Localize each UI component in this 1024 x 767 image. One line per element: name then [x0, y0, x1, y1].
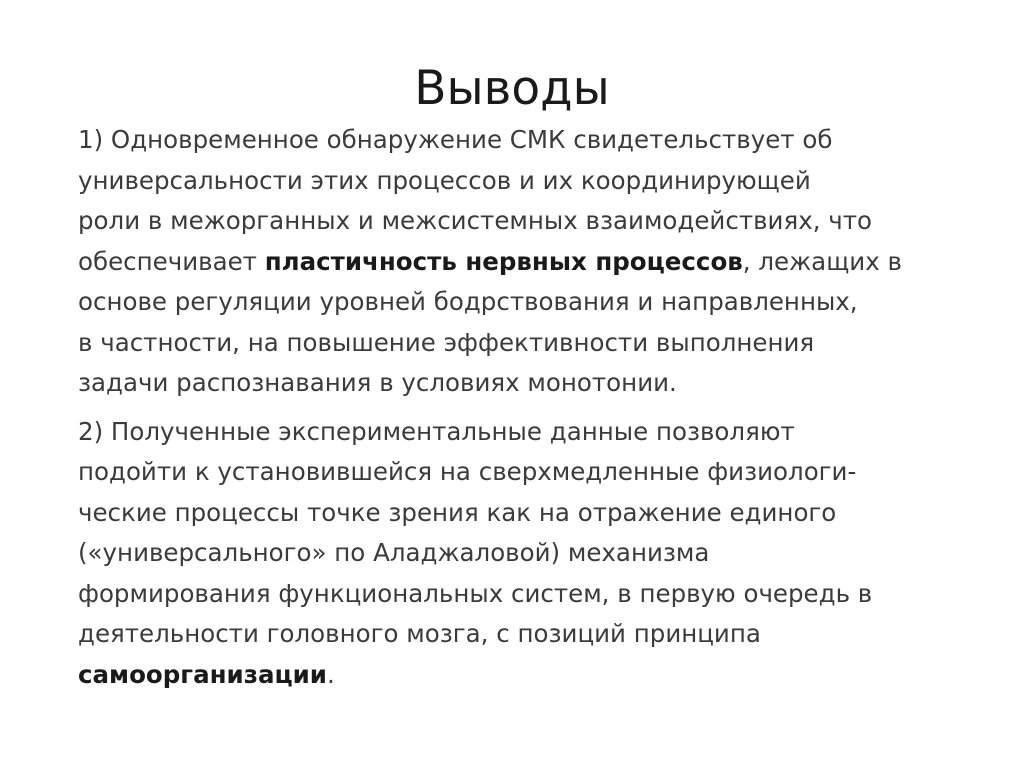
text-run: универсальности этих процессов и их координирующей	[78, 165, 811, 195]
text-run: обеспечивает	[78, 246, 265, 276]
text-line	[78, 533, 978, 574]
text-run: («универсального» по Аладжаловой) механизма	[78, 538, 710, 567]
bold-phrase-plasticity: пластичность нервных процессов	[264, 246, 743, 276]
slide-title: Выводы	[414, 61, 610, 117]
text-run: в частности, на повышение эффективности выполнения	[78, 327, 815, 357]
text-line	[78, 363, 978, 404]
text-run: основе регуляции уровней бодрствования и направленных,	[78, 287, 858, 316]
text-run: деятельности головного мозга, с позиций принципа	[78, 619, 761, 648]
text-run: , лежащих в	[742, 246, 902, 276]
text-line	[78, 120, 978, 161]
text-line	[78, 161, 978, 202]
text-run: 1) Одновременное обнаружение СМК свидетельствует об	[78, 125, 833, 154]
text-line	[78, 323, 978, 364]
text-run: формирования функциональных систем, в первую очередь в	[78, 578, 873, 608]
text-line	[78, 493, 978, 534]
text-line	[78, 574, 978, 615]
text-line	[78, 452, 978, 493]
text-line	[78, 412, 978, 453]
text-line	[78, 614, 978, 655]
text-line	[78, 201, 978, 242]
text-run: .	[326, 659, 335, 689]
text-run: задачи распознавания в условиях монотонии.	[78, 368, 677, 397]
bold-phrase-self-organization: самоорганизации	[78, 659, 327, 689]
text-run: роли в межорганных и межсистемных взаимодействиях, что	[78, 206, 873, 235]
text-run: подойти к установившейся на сверхмедленные физиологи-	[78, 457, 857, 486]
text-run: ческие процессы точке зрения как на отражение единого	[78, 497, 837, 527]
conclusion-paragraph-2	[78, 412, 978, 696]
conclusion-paragraph-1	[78, 120, 978, 404]
slide-body	[78, 120, 978, 695]
text-run: 2) Полученные экспериментальные данные позволяют	[78, 416, 795, 446]
text-line	[78, 242, 978, 283]
text-line	[78, 655, 978, 696]
text-line	[78, 282, 978, 323]
